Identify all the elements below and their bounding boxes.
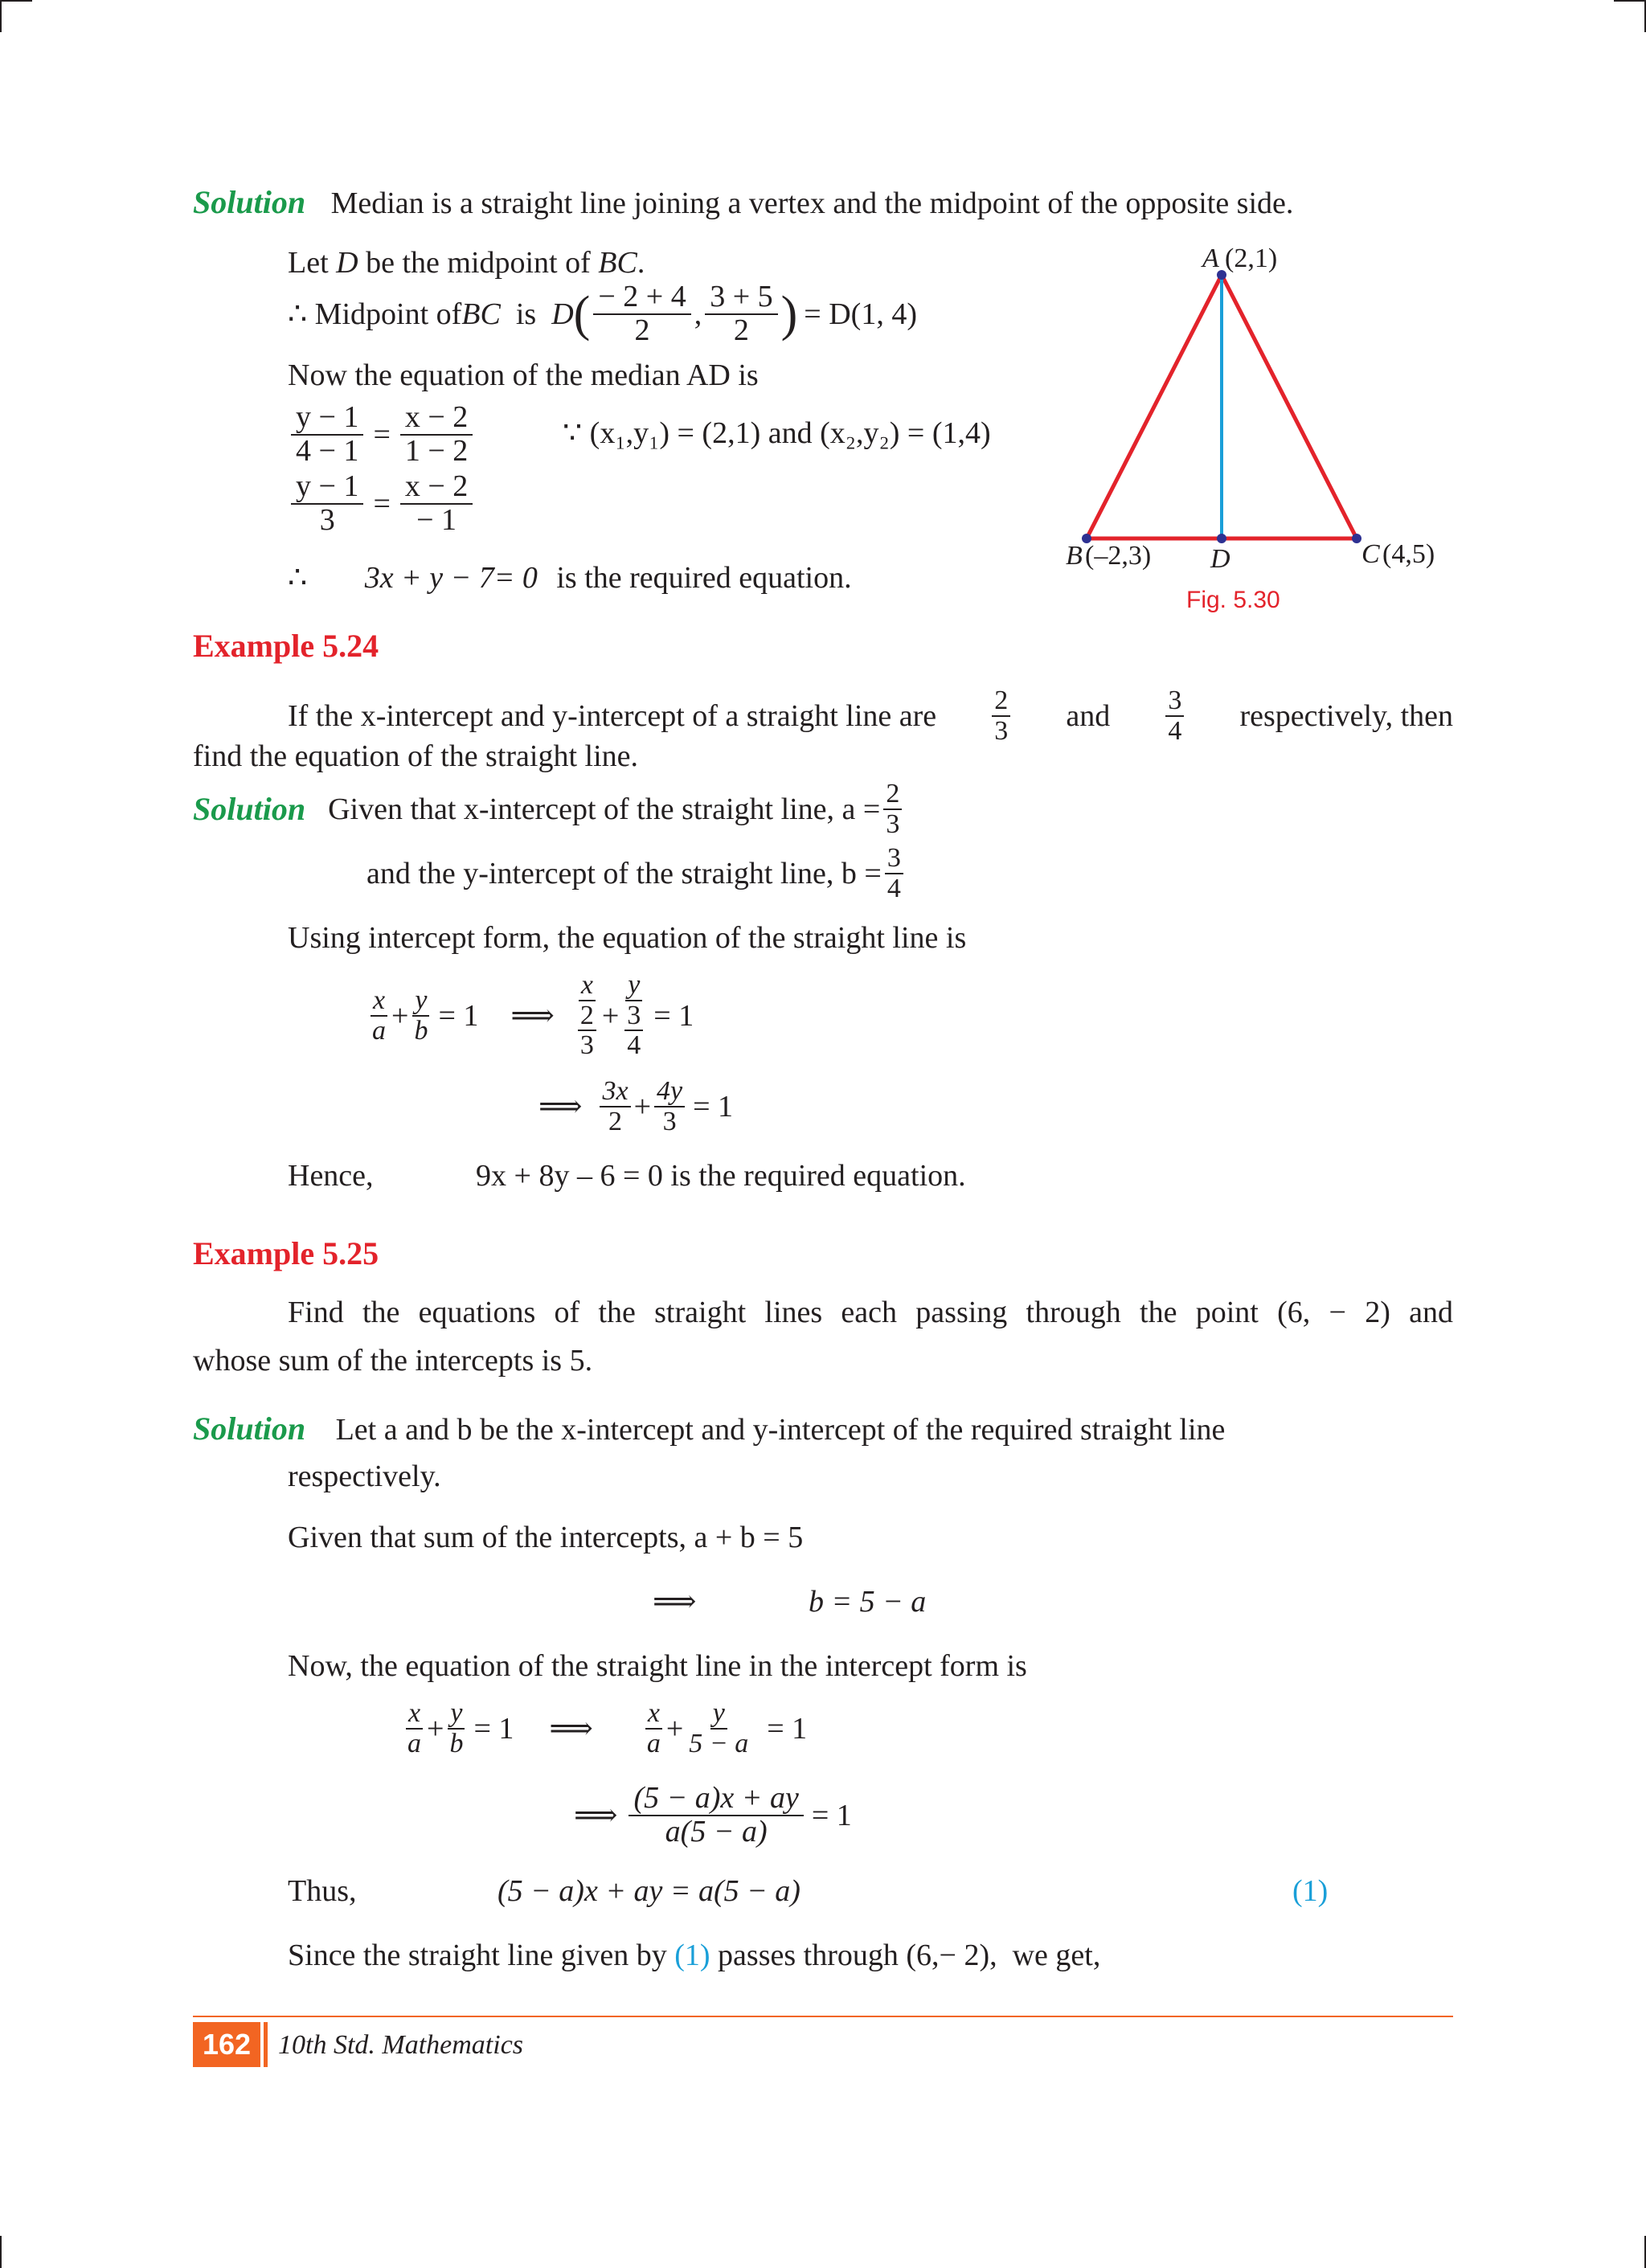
- median-final-line: ∴ 3x + y − 7= 0 is the required equation.: [288, 561, 852, 595]
- example-5-25-solution-line1: Solution Let a and b be the x-intercept and y-intercept of the required straight line: [193, 1410, 1226, 1447]
- crop-mark-bl-v: [0, 2236, 2, 2268]
- crop-mark-tl-h: [0, 0, 32, 2]
- intercept-form-equation-2: ⟹ $\frac{(5 - a)x + ay}{a(5 - a)}$ = 1: [574, 1781, 852, 1848]
- example-5-25-question-line2: whose sum of the intercepts is 5.: [193, 1344, 593, 1378]
- median-equation-1: $\frac{y - 1}{4 - 1}$ = $\frac{x - 2}{1 - 2}$: [288, 402, 476, 468]
- example-5-24-title: Example 5.24: [193, 628, 379, 664]
- solution-label: Solution: [193, 790, 306, 827]
- point-c: [1352, 534, 1361, 543]
- example-5-24-given-a: Solution Given that x-intercept of the straight line, a = $\frac{2}{3}$: [193, 780, 905, 838]
- intercept-form-intro-2: Now, the equation of the straight line in the intercept form is: [288, 1649, 1027, 1683]
- since-line: Since the straight line given by (1) passes through (6,− 2), we get,: [288, 1938, 1101, 1972]
- point-d: [1217, 534, 1226, 543]
- median-equation-2: $\frac{y - 1}{3}$ = $\frac{x - 2}{- 1}$: [288, 471, 476, 537]
- example-5-24-final: Hence, 9x + 8y – 6 = 0 is the required equation.: [288, 1159, 966, 1193]
- thus-equation: (5 − a)x + ay = a(5 − a): [497, 1874, 800, 1908]
- equation-reference-link[interactable]: (1): [674, 1938, 710, 1972]
- example-5-24-question-line1: If the x-intercept and y-intercept of a straight line are $\frac{2}{3}$ and $\frac{3}{4}$ respectively, then: [288, 686, 1453, 746]
- label-c: C: [1361, 539, 1380, 569]
- solution-label: Solution: [193, 184, 306, 220]
- triangle-figure: [1045, 233, 1463, 619]
- thus-line: Thus, (5 − a)x + ay = a(5 − a): [288, 1874, 800, 1908]
- midpoint-y-fraction: $\frac{3 + 5}{2}$: [705, 281, 777, 347]
- equation-number: (1): [1292, 1874, 1329, 1908]
- let-d-line: Let D be the midpoint of BC.: [288, 246, 645, 280]
- side-ac: [1222, 275, 1357, 538]
- intercept-form-equation-1: $\frac{x}{a}$ + $\frac{y}{b}$ = 1 ⟹ $\frac{x}{a}$ + $\frac{y}{5 - a}$ = 1: [402, 1699, 807, 1758]
- solution-line: [193, 186, 1293, 219]
- intercept-equation-1: $\frac{x}{a}$ + $\frac{y}{b}$ = 1 ⟹ $\frac{x}{\frac{2}{3}}$ + $\frac{y}{\frac{3}{4}}$ = 1: [366, 971, 694, 1060]
- label-b: B: [1066, 541, 1083, 571]
- example-5-25-title: Example 5.25: [193, 1235, 379, 1271]
- b-equation-line: ⟹ b = 5 − a: [653, 1585, 927, 1619]
- solution-intro: Median is a straight line joining a vertex and the midpoint of the opposite side.: [330, 186, 1294, 220]
- intercept-equation-2: ⟹ $\frac{3x}{2}$ + $\frac{4y}{3}$ = 1: [538, 1076, 734, 1136]
- label-c-coords: (4,5): [1382, 539, 1435, 569]
- solution-label: Solution: [193, 1410, 306, 1447]
- side-ab: [1087, 275, 1222, 538]
- figure-caption: Fig. 5.30: [1186, 587, 1280, 613]
- midpoint-x-fraction: $\frac{- 2 + 4}{2}$: [593, 281, 690, 347]
- footer-rule: [193, 2016, 1453, 2017]
- label-d: D: [1210, 544, 1230, 574]
- example-5-24-question-line2: find the equation of the straight line.: [193, 739, 639, 773]
- median-final-equation: 3x + y − 7= 0: [364, 561, 538, 595]
- example-5-24-final-equation: 9x + 8y – 6 = 0 is the required equation.: [476, 1159, 966, 1193]
- label-a: A: [1202, 244, 1219, 273]
- intercept-form-intro: Using intercept form, the equation of the straight line is: [288, 921, 967, 955]
- median-equation-intro: Now the equation of the median AD is: [288, 358, 759, 392]
- example-5-25-question-line1: Find the equations of the straight lines each passing through the point (6, − 2) and: [288, 1296, 1453, 1329]
- crop-mark-tr-h: [1614, 0, 1646, 2]
- page-number-box: [193, 2022, 260, 2067]
- paren-open: (: [573, 286, 591, 342]
- example-5-24-given-b: and the y-intercept of the straight line, b = $\frac{3}{4}$: [366, 844, 907, 903]
- footer-divider: [264, 2022, 268, 2067]
- midpoint-result: = D(1, 4): [804, 297, 917, 331]
- page-number: 162: [202, 2028, 252, 2061]
- example-5-25-solution-line2: respectively.: [288, 1459, 441, 1493]
- label-b-coords: (–2,3): [1085, 541, 1152, 571]
- book-title: 10th Std. Mathematics: [278, 2030, 524, 2060]
- paren-close: ): [780, 286, 798, 342]
- because-note: ∵ (x₁,y₁) = (2,1) and (x₂,y₂) = (1,4): [563, 416, 991, 450]
- midpoint-line: ∴ Midpoint of BC is D ( $\frac{- 2 + 4}{2}$ , $\frac{3 + 5}{2}$ ) = D(1, 4): [288, 280, 917, 347]
- label-a-coords: (2,1): [1225, 244, 1278, 273]
- sum-of-intercepts: Given that sum of the intercepts, a + b = 5: [288, 1521, 804, 1554]
- crop-mark-tl-v: [0, 0, 2, 32]
